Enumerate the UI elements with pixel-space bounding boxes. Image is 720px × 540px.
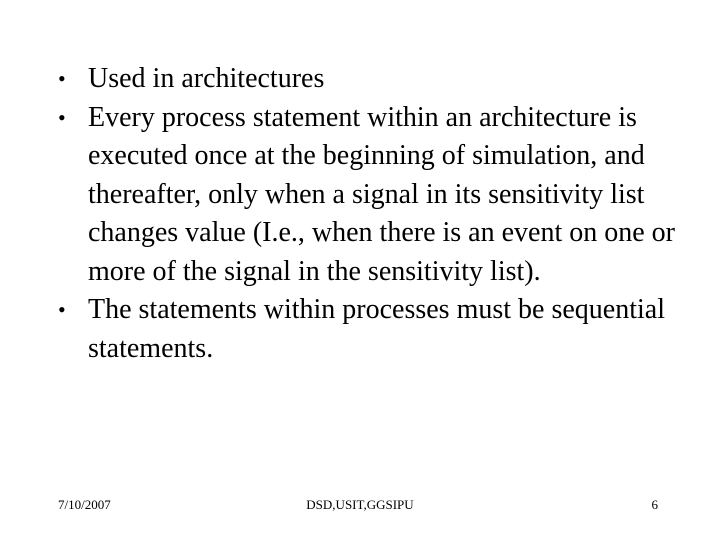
bullet-text: The statements within processes must be sequential statements. [88, 294, 665, 364]
page-number: 6 [651, 497, 658, 512]
bullet-text: Used in architectures [88, 63, 325, 94]
footer-center-text: DSD,USIT,GGSIPU [306, 497, 414, 512]
bullet-item [58, 99, 678, 292]
bullet-item [58, 60, 678, 99]
footer-date: 7/10/2007 [58, 497, 111, 512]
bullet-text: Every process statement within an architecture is executed once at the beginning of simulation, and thereafter, only when a signal in its sensitivity list changes value (I.e., when there is an event on one or more of the signal in the sensitivity list). [88, 101, 675, 287]
bullet-item [58, 291, 678, 368]
bullet-list [58, 60, 678, 368]
bullet-icon: • [58, 66, 66, 91]
bullet-icon: • [58, 104, 66, 130]
bullet-icon: • [58, 297, 66, 322]
